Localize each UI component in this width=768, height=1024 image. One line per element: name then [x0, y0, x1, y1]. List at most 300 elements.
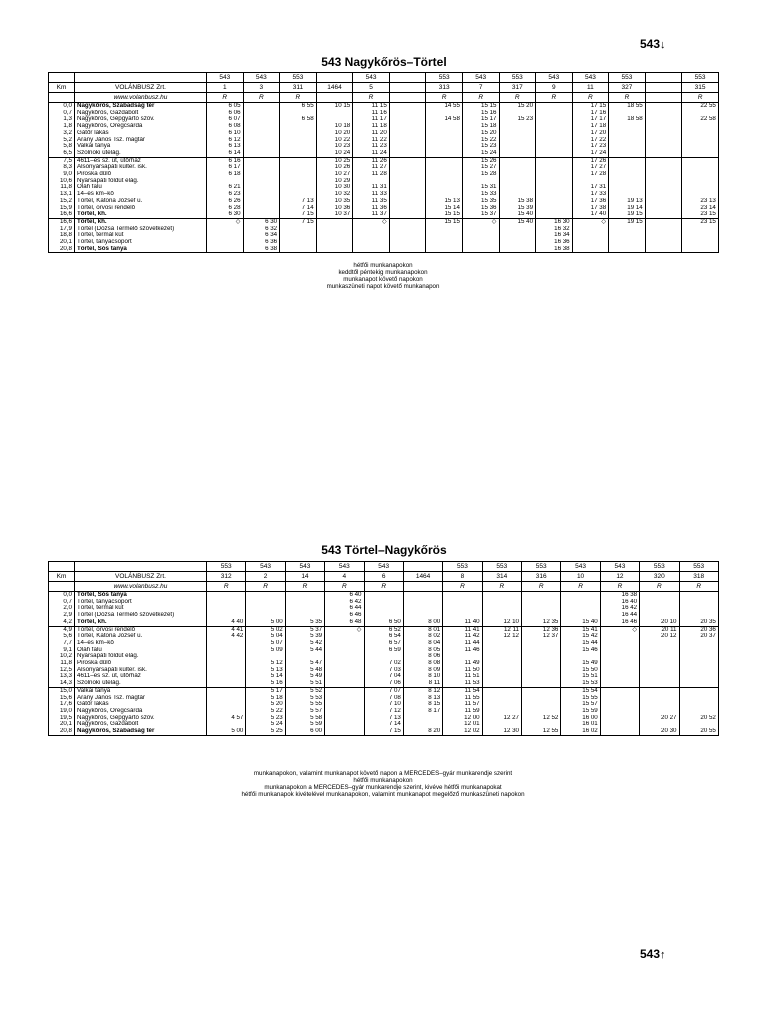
- table-row: [49, 619, 719, 626]
- time-cell: 5 51: [285, 680, 324, 687]
- time-cell: 15 22: [462, 137, 499, 144]
- station-name-bold: Törtel, kh.: [77, 618, 107, 625]
- time-cell: [246, 592, 285, 599]
- time-cell: 6 05: [207, 103, 244, 110]
- time-cell: ◇: [600, 626, 639, 633]
- time-cell: [600, 701, 639, 708]
- header-cell: [316, 73, 353, 83]
- time-cell: [536, 171, 573, 178]
- time-cell: 20 36: [679, 626, 718, 633]
- time-cell: [679, 721, 718, 728]
- time-cell: [389, 116, 426, 123]
- time-cell: 16 32: [536, 226, 573, 233]
- route-number-row: [49, 73, 719, 83]
- station-cell: Oláh falu: [75, 647, 207, 654]
- time-cell: 14 55: [426, 103, 463, 110]
- time-cell: [426, 123, 463, 130]
- table-row: [49, 211, 719, 218]
- time-cell: [640, 721, 679, 728]
- time-cell: [536, 157, 573, 164]
- time-cell: [640, 667, 679, 674]
- page-number-text: 543: [640, 947, 661, 961]
- time-cell: [600, 708, 639, 715]
- time-cell: 5 55: [285, 701, 324, 708]
- time-cell: 5 07: [246, 640, 285, 647]
- table-row: [49, 178, 719, 185]
- time-cell: 5 42: [285, 640, 324, 647]
- time-cell: [325, 687, 364, 694]
- time-cell: 6 59: [364, 647, 403, 654]
- time-cell: [536, 143, 573, 150]
- header-cell: R: [572, 93, 609, 103]
- time-cell: [325, 701, 364, 708]
- time-cell: [682, 239, 719, 246]
- time-cell: [645, 157, 682, 164]
- km-cell: 20,8: [49, 246, 75, 253]
- km-cell: 8,3: [49, 164, 75, 171]
- time-cell: 5 58: [285, 715, 324, 722]
- time-cell: [207, 653, 246, 660]
- time-cell: 16 30: [536, 218, 573, 225]
- time-cell: [645, 232, 682, 239]
- km-cell: 0,0: [49, 592, 75, 599]
- time-cell: [522, 673, 561, 680]
- header-cell: R: [285, 582, 324, 592]
- time-cell: 11 50: [443, 667, 482, 674]
- header-cell: 543: [353, 73, 390, 83]
- note-line: munkanapokon, valamint munkanapot követő napon a MERCEDES–gyár munkarendje szerint: [253, 770, 513, 777]
- time-cell: 15 23: [462, 143, 499, 150]
- time-cell: [679, 647, 718, 654]
- table-row: [49, 103, 719, 110]
- time-cell: [536, 110, 573, 117]
- header-cell: 317: [499, 83, 536, 93]
- km-cell: 0,7: [49, 599, 75, 606]
- header-cell: R: [462, 93, 499, 103]
- time-cell: [389, 198, 426, 205]
- header-cell: 11: [572, 83, 609, 93]
- time-cell: [482, 612, 521, 619]
- time-cell: 15 40: [499, 218, 536, 225]
- table-row: [49, 695, 719, 702]
- time-cell: 15 17: [462, 116, 499, 123]
- time-cell: 17 36: [572, 198, 609, 205]
- arrow-down-icon: ↓: [660, 39, 666, 51]
- time-cell: [316, 226, 353, 233]
- time-cell: [522, 653, 561, 660]
- header-cell: 12: [600, 572, 639, 582]
- time-cell: [682, 164, 719, 171]
- time-cell: [600, 640, 639, 647]
- time-cell: [682, 171, 719, 178]
- time-cell: [243, 171, 280, 178]
- table-row: [49, 612, 719, 619]
- station-cell: Alsónyársapáti külter. isk.: [75, 667, 207, 674]
- time-cell: 6 12: [207, 137, 244, 144]
- time-cell: [207, 660, 246, 667]
- time-cell: 18 55: [609, 103, 646, 110]
- time-cell: 5 02: [246, 626, 285, 633]
- station-cell: [75, 246, 207, 253]
- header-cell: 543: [561, 562, 600, 572]
- time-cell: [572, 232, 609, 239]
- time-cell: [207, 612, 246, 619]
- time-cell: [325, 667, 364, 674]
- time-cell: [353, 239, 390, 246]
- time-cell: [389, 150, 426, 157]
- time-cell: 17 26: [572, 157, 609, 164]
- timetable-2: [48, 561, 719, 736]
- time-cell: [207, 701, 246, 708]
- time-cell: 15 27: [462, 164, 499, 171]
- time-cell: [572, 239, 609, 246]
- time-cell: [679, 687, 718, 694]
- km-cell: 11,8: [49, 660, 75, 667]
- header-cell: 553: [280, 73, 317, 83]
- time-cell: [640, 599, 679, 606]
- time-cell: [499, 191, 536, 198]
- time-cell: [522, 721, 561, 728]
- time-cell: [426, 110, 463, 117]
- time-cell: [600, 673, 639, 680]
- time-cell: 15 49: [561, 660, 600, 667]
- time-cell: [640, 673, 679, 680]
- time-cell: 6 28: [207, 205, 244, 212]
- time-cell: [600, 680, 639, 687]
- header-cell: 543: [246, 562, 285, 572]
- time-cell: 5 48: [285, 667, 324, 674]
- time-cell: 5 00: [207, 728, 246, 735]
- time-cell: [389, 137, 426, 144]
- time-cell: 20 55: [679, 728, 718, 735]
- time-cell: [679, 695, 718, 702]
- time-cell: 6 23: [207, 191, 244, 198]
- km-cell: 9,1: [49, 647, 75, 654]
- time-cell: 16 36: [536, 239, 573, 246]
- time-cell: [316, 218, 353, 225]
- time-cell: [389, 130, 426, 137]
- time-cell: 15 15: [462, 103, 499, 110]
- station-name-bold: Nagykőrös, Szabadság tér: [77, 102, 155, 109]
- time-cell: [316, 110, 353, 117]
- time-cell: [682, 178, 719, 185]
- time-cell: 10 37: [316, 211, 353, 218]
- time-cell: [640, 701, 679, 708]
- time-cell: [389, 211, 426, 218]
- header-cell: R: [243, 93, 280, 103]
- table-row: [49, 157, 719, 164]
- time-cell: 6 14: [207, 150, 244, 157]
- km-cell: 15,0: [49, 687, 75, 694]
- time-cell: 5 13: [246, 667, 285, 674]
- time-cell: [482, 701, 521, 708]
- time-cell: [482, 599, 521, 606]
- time-cell: [645, 178, 682, 185]
- time-cell: 11 17: [353, 116, 390, 123]
- header-cell: 553: [207, 562, 246, 572]
- time-cell: [561, 605, 600, 612]
- time-cell: [316, 116, 353, 123]
- table-row: [49, 184, 719, 191]
- km-cell: 20,1: [49, 721, 75, 728]
- time-cell: [246, 599, 285, 606]
- time-cell: 16 38: [536, 246, 573, 253]
- time-cell: ◇: [572, 218, 609, 225]
- time-cell: [640, 612, 679, 619]
- time-cell: 23 15: [682, 218, 719, 225]
- time-cell: [682, 143, 719, 150]
- time-cell: [645, 164, 682, 171]
- time-cell: 6 54: [364, 633, 403, 640]
- time-cell: [522, 640, 561, 647]
- time-cell: 7 14: [364, 721, 403, 728]
- time-cell: [640, 687, 679, 694]
- time-cell: 10 18: [316, 123, 353, 130]
- time-cell: [426, 226, 463, 233]
- station-cell: [75, 592, 207, 599]
- time-cell: 15 15: [426, 211, 463, 218]
- time-cell: [243, 178, 280, 185]
- station-cell: [75, 103, 207, 110]
- table-row: [49, 116, 719, 123]
- header-cell: 7: [462, 83, 499, 93]
- time-cell: [280, 246, 317, 253]
- station-cell: [75, 211, 207, 218]
- time-cell: [522, 695, 561, 702]
- station-cell: Nagykőrös, Öregcsárda: [75, 123, 207, 130]
- time-cell: [280, 110, 317, 117]
- time-cell: [499, 226, 536, 233]
- time-cell: [280, 191, 317, 198]
- km-cell: 2,9: [49, 612, 75, 619]
- time-cell: [522, 592, 561, 599]
- time-cell: 15 36: [462, 205, 499, 212]
- time-cell: 5 20: [246, 701, 285, 708]
- time-cell: [679, 605, 718, 612]
- km-cell: 13,1: [49, 191, 75, 198]
- time-cell: 15 46: [561, 647, 600, 654]
- page-number-text: 543: [640, 37, 661, 51]
- time-cell: 7 02: [364, 660, 403, 667]
- time-cell: [499, 239, 536, 246]
- header-cell: [316, 93, 353, 103]
- station-cell: 14–es km–kő: [75, 191, 207, 198]
- reservation-row: [49, 93, 719, 103]
- time-cell: [499, 184, 536, 191]
- time-cell: [364, 605, 403, 612]
- time-cell: [645, 130, 682, 137]
- time-cell: [482, 592, 521, 599]
- station-cell: Nyársapáti földút elág.: [75, 653, 207, 660]
- time-cell: 5 16: [246, 680, 285, 687]
- table-row: [49, 633, 719, 640]
- station-cell: 4611–es sz. út, útőrház: [75, 673, 207, 680]
- time-cell: 6 55: [280, 103, 317, 110]
- time-cell: 5 47: [285, 660, 324, 667]
- header-cell: R: [426, 93, 463, 103]
- time-cell: [389, 164, 426, 171]
- header-cell: 553: [426, 73, 463, 83]
- time-cell: ◇: [207, 218, 244, 225]
- time-cell: 17 24: [572, 150, 609, 157]
- time-cell: [325, 695, 364, 702]
- time-cell: [609, 171, 646, 178]
- time-cell: 15 16: [462, 110, 499, 117]
- table-row: [49, 246, 719, 253]
- header-cell: [389, 83, 426, 93]
- time-cell: [679, 660, 718, 667]
- time-cell: [600, 721, 639, 728]
- time-cell: 7 13: [364, 715, 403, 722]
- header-cell: 553: [499, 73, 536, 83]
- time-cell: 10 25: [316, 157, 353, 164]
- time-cell: [364, 599, 403, 606]
- time-cell: 10 30: [316, 184, 353, 191]
- time-cell: [443, 653, 482, 660]
- time-cell: 6 57: [364, 640, 403, 647]
- time-cell: 11 22: [353, 137, 390, 144]
- time-cell: 7 15: [280, 211, 317, 218]
- station-cell: 4611–es sz. út, útőrház: [75, 157, 207, 164]
- time-cell: 23 14: [682, 205, 719, 212]
- time-cell: 15 41: [561, 626, 600, 633]
- header-cell: 553: [609, 73, 646, 83]
- time-cell: [536, 123, 573, 130]
- time-cell: 11 26: [353, 157, 390, 164]
- time-cell: 17 17: [572, 116, 609, 123]
- header-cell: [645, 83, 682, 93]
- time-cell: [325, 708, 364, 715]
- time-cell: 8 11: [403, 680, 442, 687]
- note-line: hétfői munkanapokon: [353, 262, 413, 269]
- time-cell: [426, 143, 463, 150]
- note-line: munkanapokon a MERCEDES–gyár munkarendje szerint, kivéve hétfői munkanapokat: [264, 784, 502, 791]
- time-cell: [280, 123, 317, 130]
- header-cell: 553: [679, 562, 718, 572]
- table-row: [49, 653, 719, 660]
- time-cell: [280, 137, 317, 144]
- header-cell: www.volanbusz.hu: [75, 582, 207, 592]
- time-cell: 6 48: [325, 619, 364, 626]
- time-cell: [536, 178, 573, 185]
- time-cell: 7 12: [364, 708, 403, 715]
- header-cell: 553: [522, 562, 561, 572]
- station-name-bold: Törtel, Sós tanya: [77, 591, 127, 598]
- station-cell: Törtel (Dózsa Termelő szövetkezet): [75, 612, 207, 619]
- time-cell: 6 18: [207, 171, 244, 178]
- time-cell: [364, 612, 403, 619]
- station-cell: Valkai tanya: [75, 143, 207, 150]
- time-cell: [561, 599, 600, 606]
- header-cell: 553: [482, 562, 521, 572]
- time-cell: 5 09: [246, 647, 285, 654]
- time-cell: [682, 123, 719, 130]
- header-cell: 314: [482, 572, 521, 582]
- table-row: [49, 123, 719, 130]
- time-cell: [640, 592, 679, 599]
- time-cell: 4 40: [207, 619, 246, 626]
- time-cell: 15 18: [462, 123, 499, 130]
- time-cell: 10 27: [316, 171, 353, 178]
- header-cell: [49, 582, 75, 592]
- time-cell: 17 18: [572, 123, 609, 130]
- time-cell: [536, 103, 573, 110]
- time-cell: [243, 191, 280, 198]
- time-cell: [426, 137, 463, 144]
- time-cell: 15 53: [561, 680, 600, 687]
- time-cell: 11 37: [353, 211, 390, 218]
- time-cell: 10 20: [316, 130, 353, 137]
- time-cell: 17 31: [572, 184, 609, 191]
- time-cell: 16 00: [561, 715, 600, 722]
- time-cell: [389, 232, 426, 239]
- header-cell: 553: [682, 73, 719, 83]
- time-cell: [207, 605, 246, 612]
- time-cell: [482, 605, 521, 612]
- time-cell: 17 22: [572, 137, 609, 144]
- time-cell: [243, 184, 280, 191]
- time-cell: [499, 130, 536, 137]
- table-row: [49, 143, 719, 150]
- table-row: [49, 218, 719, 225]
- time-cell: 4 42: [207, 633, 246, 640]
- time-cell: [285, 653, 324, 660]
- time-cell: 5 52: [285, 687, 324, 694]
- header-cell: www.volanbusz.hu: [75, 93, 207, 103]
- time-cell: 15 15: [426, 218, 463, 225]
- km-cell: 10,6: [49, 178, 75, 185]
- time-cell: [609, 239, 646, 246]
- time-cell: [426, 171, 463, 178]
- time-cell: 5 49: [285, 673, 324, 680]
- time-cell: [482, 695, 521, 702]
- header-cell: R: [325, 582, 364, 592]
- time-cell: 17 20: [572, 130, 609, 137]
- time-cell: 10 32: [316, 191, 353, 198]
- station-cell: Nyársapáti földút elág.: [75, 178, 207, 185]
- time-cell: [443, 592, 482, 599]
- time-cell: [462, 239, 499, 246]
- time-cell: 6 06: [207, 110, 244, 117]
- time-cell: 12 10: [482, 619, 521, 626]
- time-cell: 17 40: [572, 211, 609, 218]
- time-cell: 15 23: [499, 116, 536, 123]
- table-row: [49, 599, 719, 606]
- station-cell: Nagykőrös, Gépgyártó szöv.: [75, 116, 207, 123]
- time-cell: [443, 605, 482, 612]
- station-cell: 14–es km–kő: [75, 640, 207, 647]
- time-cell: [609, 150, 646, 157]
- time-cell: [522, 612, 561, 619]
- time-cell: 5 57: [285, 708, 324, 715]
- time-cell: [522, 680, 561, 687]
- time-cell: [207, 647, 246, 654]
- time-cell: [426, 232, 463, 239]
- time-cell: [403, 599, 442, 606]
- time-cell: 11 59: [443, 708, 482, 715]
- time-cell: 6 30: [207, 211, 244, 218]
- header-cell: 311: [280, 83, 317, 93]
- time-cell: 4 57: [207, 715, 246, 722]
- header-cell: 543: [536, 73, 573, 83]
- time-cell: [243, 143, 280, 150]
- time-cell: 11 15: [353, 103, 390, 110]
- station-cell: Törtel, Katona József u.: [75, 633, 207, 640]
- time-cell: 15 20: [499, 103, 536, 110]
- time-cell: [679, 640, 718, 647]
- header-cell: 543: [207, 73, 244, 83]
- time-cell: 7 06: [364, 680, 403, 687]
